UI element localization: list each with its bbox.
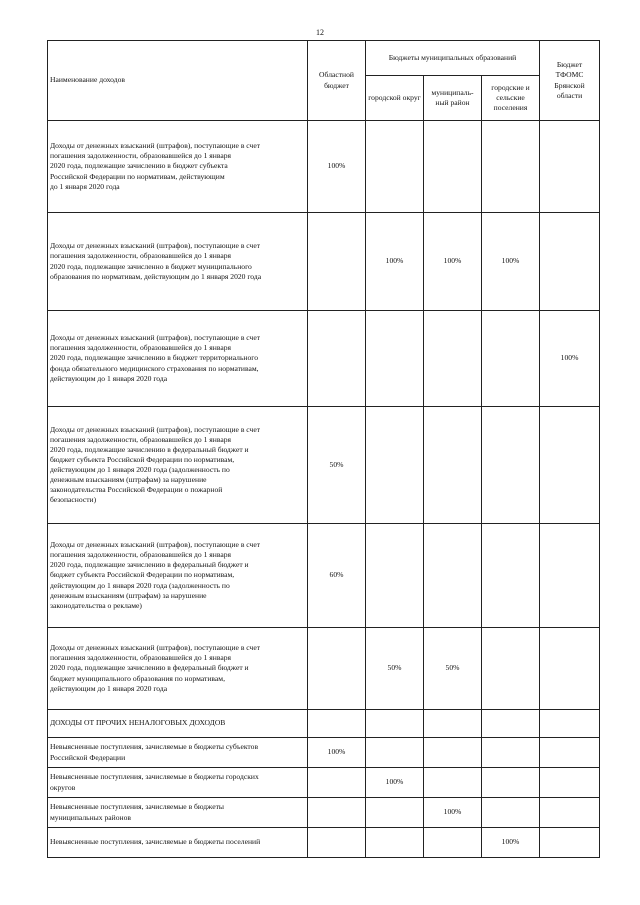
municipal-value: [424, 738, 482, 768]
regional-value: [308, 828, 366, 858]
city-value: [366, 524, 424, 628]
settlements-value: [482, 311, 540, 407]
page-number: 12: [316, 28, 324, 37]
settlements-value: [482, 798, 540, 828]
tfoms-value: [540, 121, 600, 213]
regional-value: [308, 798, 366, 828]
city-value: 100%: [366, 213, 424, 311]
municipal-value: [424, 407, 482, 524]
table-row: [48, 628, 600, 710]
table-row: [48, 524, 600, 628]
revenue-name: Невыясненные поступления, зачисляемые в бюджеты поселений: [48, 828, 308, 858]
header-settlements: городские и сельские поселения: [482, 76, 540, 121]
table-row: [48, 738, 600, 768]
revenue-name: Доходы от денежных взысканий (штрафов), поступающие в счет погашения задолженности, образовавшейся до 1 января 2020 года, подлежащие зачислению в бюджет субъекта Российской Федерации по нормативам, действующим до 1 января 2020 года: [48, 121, 308, 213]
section-title: ДОХОДЫ ОТ ПРОЧИХ НЕНАЛОГОВЫХ ДОХОДОВ: [48, 710, 308, 738]
municipal-value: [424, 121, 482, 213]
settlements-value: 100%: [482, 213, 540, 311]
tfoms-value: [540, 768, 600, 798]
municipal-value: [424, 768, 482, 798]
city-value: [366, 311, 424, 407]
tfoms-value: 100%: [540, 311, 600, 407]
city-value: [366, 407, 424, 524]
header-city-district: городской округ: [366, 76, 424, 121]
table-row: [48, 798, 600, 828]
municipal-value: 50%: [424, 628, 482, 710]
regional-value: [308, 213, 366, 311]
regional-value: 100%: [308, 738, 366, 768]
city-value: [366, 828, 424, 858]
tfoms-value: [540, 524, 600, 628]
tfoms-value: [540, 407, 600, 524]
municipal-value: [424, 524, 482, 628]
settlements-value: [482, 628, 540, 710]
revenue-distribution-table: [47, 40, 600, 858]
settlements-value: [482, 524, 540, 628]
settlements-value: 100%: [482, 828, 540, 858]
regional-value: 50%: [308, 407, 366, 524]
revenue-name: Невыясненные поступления, зачисляемые в бюджеты субъектов Российской Федерации: [48, 738, 308, 768]
settlements-value: [482, 121, 540, 213]
settlements-value: [482, 738, 540, 768]
municipal-value: 100%: [424, 798, 482, 828]
regional-value: [308, 311, 366, 407]
revenue-name: Доходы от денежных взысканий (штрафов), поступающие в счет погашения задолженности, образовавшейся до 1 января 2020 года, подлежащие зачислению в бюджет территориального фонда обязательного медицинского страхования по нормативам, действующим до 1 января 2020 года: [48, 311, 308, 407]
header-municipal-district: муниципаль-ный район: [424, 76, 482, 121]
tfoms-value: [540, 738, 600, 768]
city-value: 50%: [366, 628, 424, 710]
city-value: [366, 738, 424, 768]
tfoms-value: [540, 828, 600, 858]
revenue-name: Доходы от денежных взысканий (штрафов), поступающие в счет погашения задолженности, образовавшейся до 1 января 2020 года, подлежащие зачислению в федеральный бюджет и бюджет муниципального образования по нормативам, действующим до 1 января 2020 года: [48, 628, 308, 710]
table-row: [48, 828, 600, 858]
settlements-value: [482, 407, 540, 524]
regional-value: 100%: [308, 121, 366, 213]
city-value: [366, 121, 424, 213]
regional-value: [308, 768, 366, 798]
header-revenue-name: Наименование доходов: [48, 41, 308, 121]
revenue-name: Доходы от денежных взысканий (штрафов), поступающие в счет погашения задолженности, образовавшейся до 1 января 2020 года, подлежащие зачисленно в бюджет муниципального образования по нормативам, действующим до 1 января 2020 года: [48, 213, 308, 311]
header-tfoms-budget: Бюджет ТФОМС Брянской области: [540, 41, 600, 121]
tfoms-value: [540, 798, 600, 828]
city-value: [366, 798, 424, 828]
table-row: [48, 768, 600, 798]
table-row: [48, 407, 600, 524]
municipal-value: 100%: [424, 213, 482, 311]
revenue-name: Доходы от денежных взысканий (штрафов), поступающие в счет погашения задолженности, образовавшейся до 1 января 2020 года, подлежащие зачислению в федеральный бюджет и бюджет субъекта Российской Федерации по нормативам, действующим до 1 января 2020 года (задолженность по денежным взысканиям (штрафам) за нарушение законодательства Российской Федерации о пожарной безопасности): [48, 407, 308, 524]
revenue-name: Невыясненные поступления, зачисляемые в бюджеты муниципальных районов: [48, 798, 308, 828]
city-value: 100%: [366, 768, 424, 798]
table-row: [48, 311, 600, 407]
regional-value: 60%: [308, 524, 366, 628]
regional-value: [308, 628, 366, 710]
table-row: [48, 213, 600, 311]
section-row: [48, 710, 600, 738]
header-regional-budget: Областной бюджет: [308, 41, 366, 121]
municipal-value: [424, 311, 482, 407]
tfoms-value: [540, 213, 600, 311]
header-municipal-budgets: Бюджеты муниципальных образований: [366, 41, 540, 76]
revenue-name: Невыясненные поступления, зачисляемые в бюджеты городских округов: [48, 768, 308, 798]
table-row: [48, 121, 600, 213]
revenue-name: Доходы от денежных взысканий (штрафов), поступающие в счет погашения задолженности, образовавшейся до 1 января 2020 года, подлежащие зачислению в федеральный бюджет и бюджет субъекта Российской Федерации по нормативам, действующим до 1 января 2020 года (задолженность по денежным взысканиям (штрафам) за нарушение законодательства о рекламе): [48, 524, 308, 628]
tfoms-value: [540, 628, 600, 710]
municipal-value: [424, 828, 482, 858]
settlements-value: [482, 768, 540, 798]
